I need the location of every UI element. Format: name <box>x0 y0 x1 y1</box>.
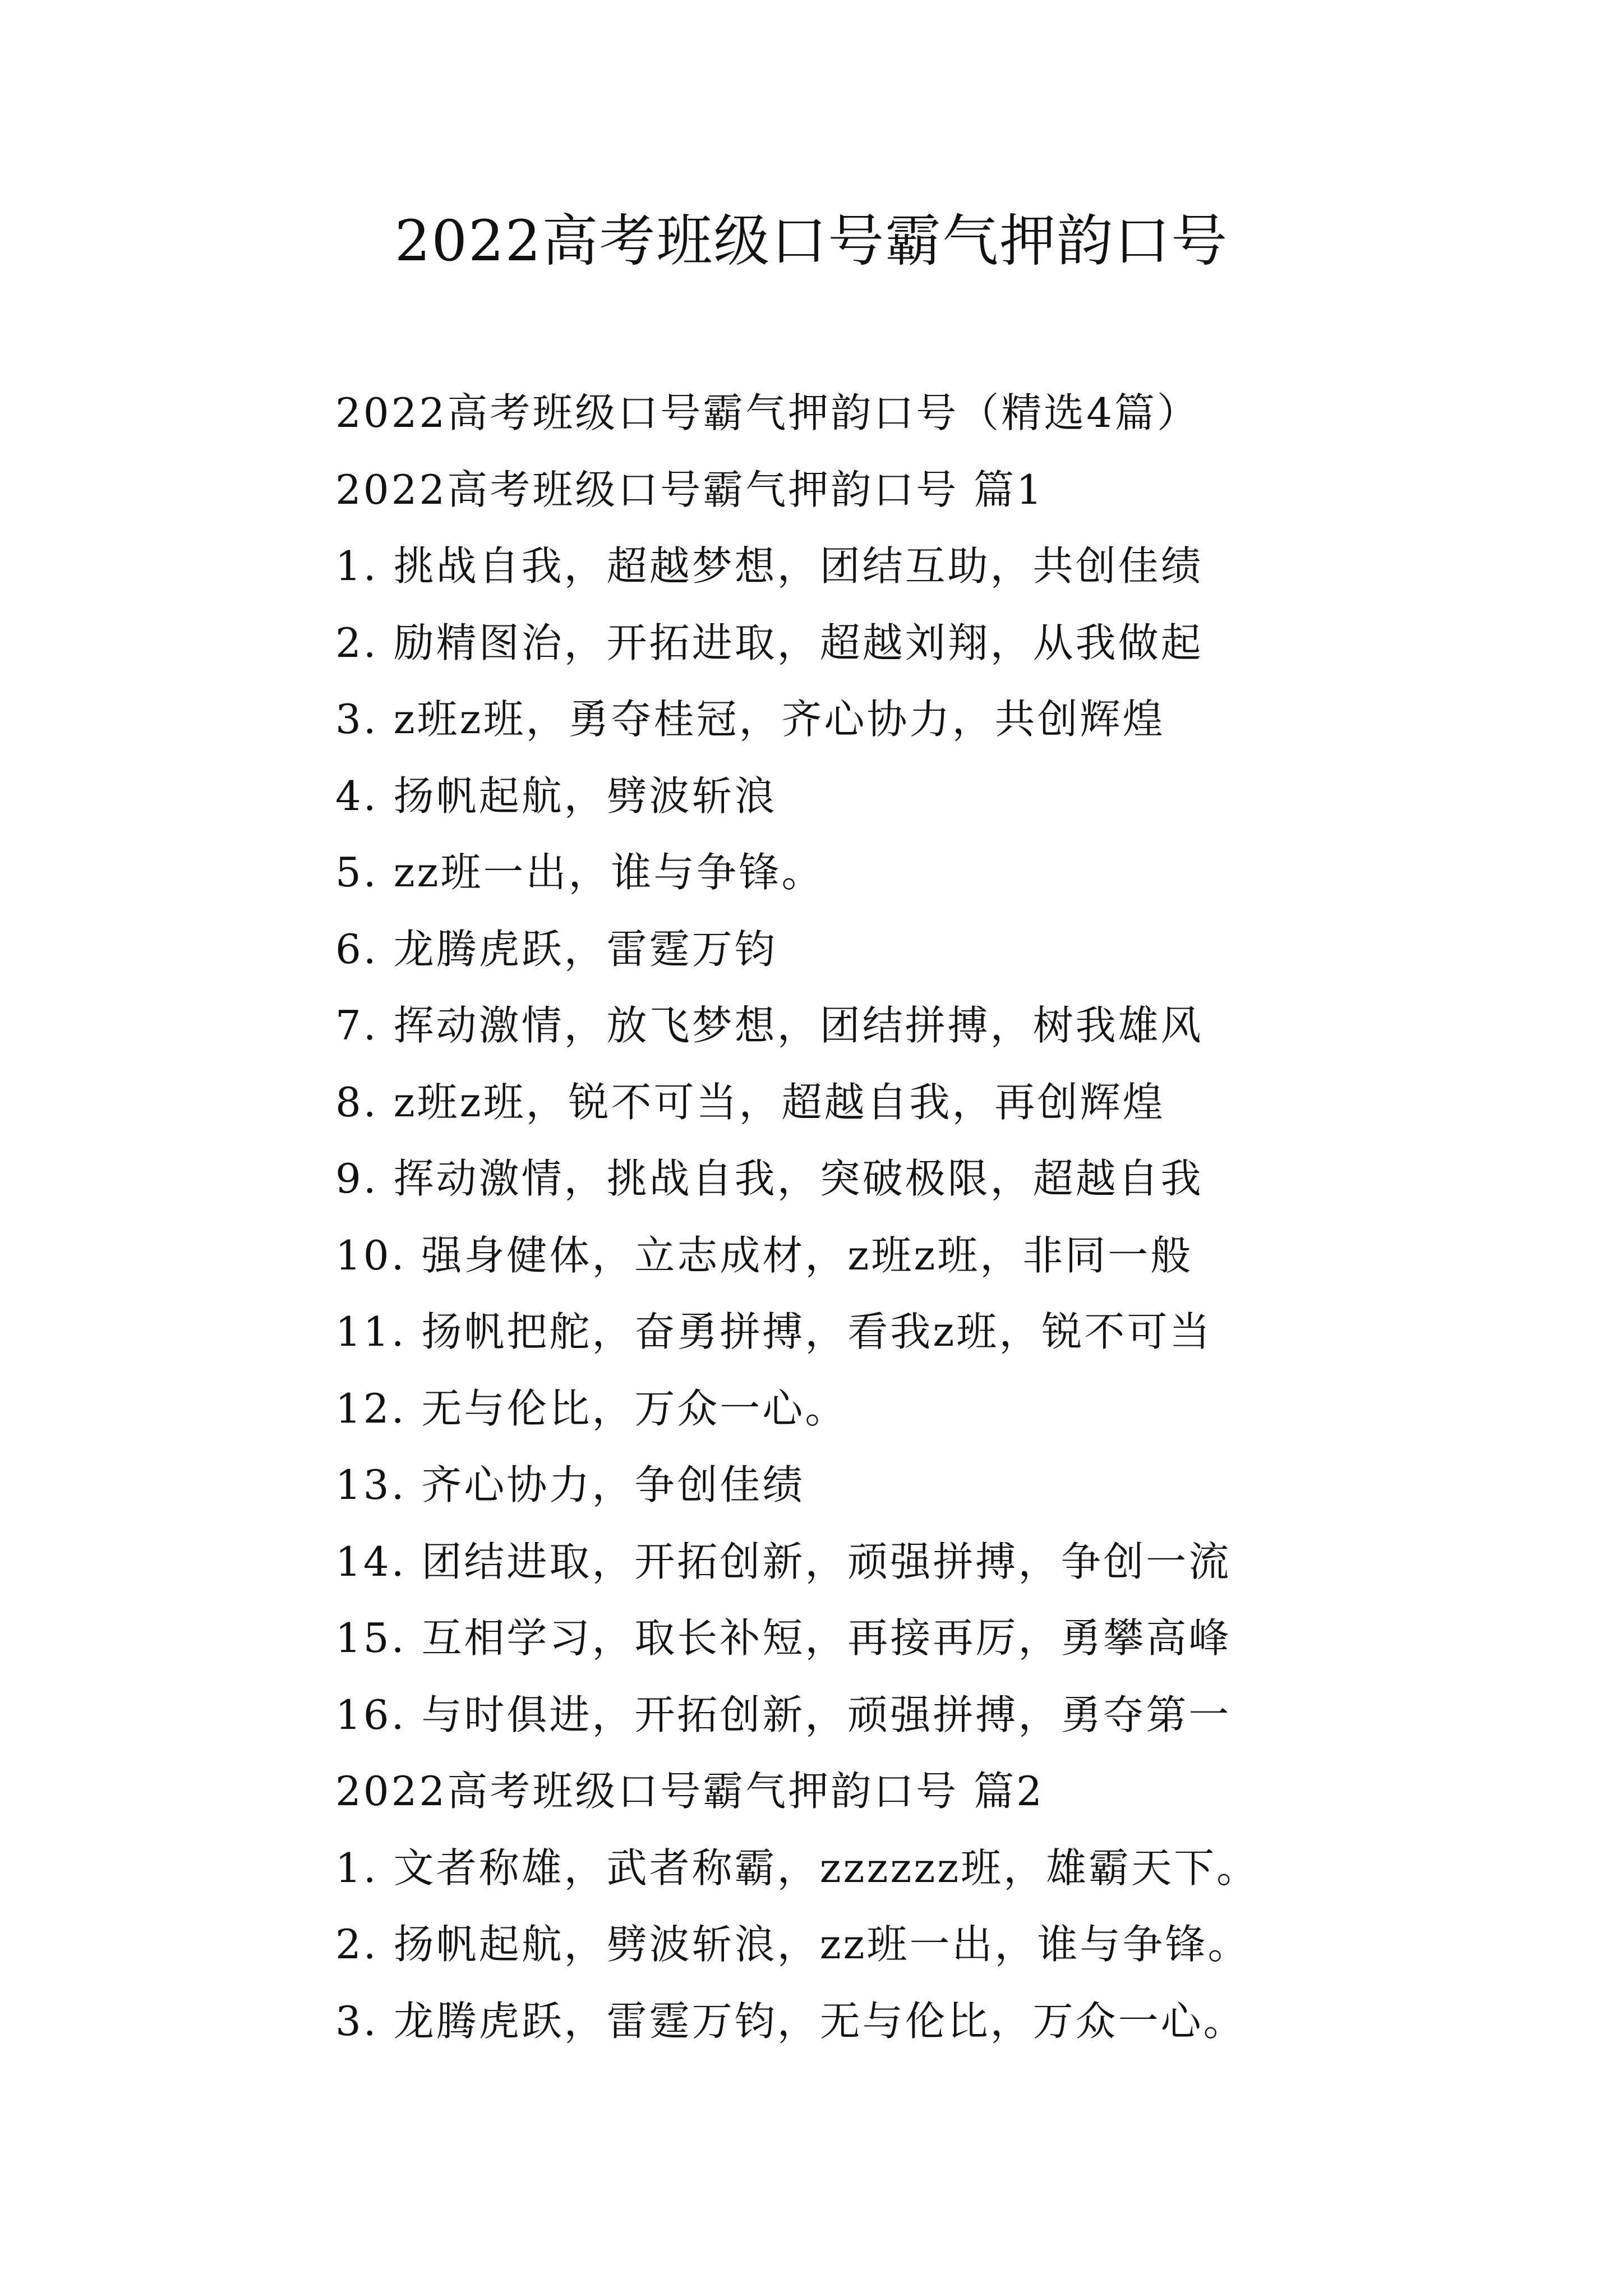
document-body <box>335 375 1569 2059</box>
list-item: 3. z班z班，勇夺桂冠，齐心协力，共创辉煌 <box>335 696 1165 743</box>
list-item: 10. 强身健体，立志成材，z班z班，非同一般 <box>335 1231 1193 1279</box>
list-item: 14. 团结进取，开拓创新，顽强拼搏，争创一流 <box>335 1538 1232 1585</box>
list-item: 15. 互相学习，取长补短，再接再厉，勇攀高峰 <box>335 1614 1232 1662</box>
list-item: 5. zz班一出，谁与争锋。 <box>335 849 824 896</box>
list-item: 8. z班z班，锐不可当，超越自我，再创辉煌 <box>335 1078 1165 1126</box>
list-item: 12. 无与伦比，万众一心。 <box>335 1384 848 1432</box>
list-item: 9. 挥动激情，挑战自我，突破极限，超越自我 <box>335 1155 1204 1202</box>
section-heading-2: 2022高考班级口号霸气押韵口号 篇2 <box>335 1768 1044 1815</box>
section-heading-1: 2022高考班级口号霸气押韵口号 篇1 <box>335 466 1044 513</box>
list-item: 1. 文者称雄，武者称霸，zzzzzz班，雄霸天下。 <box>335 1844 1260 1892</box>
document-title: 2022高考班级口号霸气押韵口号 <box>394 208 1229 274</box>
list-item: 11. 扬帆把舵，奋勇拼搏，看我z班，锐不可当 <box>335 1308 1212 1355</box>
list-item: 13. 齐心协力，争创佳绩 <box>335 1461 805 1508</box>
list-item: 7. 挥动激情，放飞梦想，团结拼搏，树我雄风 <box>335 1002 1204 1049</box>
list-item: 3. 龙腾虎跃，雷霆万钧，无与伦比，万众一心。 <box>335 1997 1246 2045</box>
document-subtitle: 2022高考班级口号霸气押韵口号（精选4篇） <box>335 389 1200 436</box>
list-item: 4. 扬帆起航，劈波斩浪 <box>335 772 777 820</box>
list-item: 1. 挑战自我，超越梦想，团结互助，共创佳绩 <box>335 542 1204 590</box>
list-item: 16. 与时俱进，开拓创新，顽强拼搏，勇夺第一 <box>335 1691 1232 1738</box>
list-item: 2. 扬帆起航，劈波斩浪，zz班一出，谁与争锋。 <box>335 1921 1251 1968</box>
list-item: 6. 龙腾虎跃，雷霆万钧 <box>335 925 777 973</box>
list-item: 2. 励精图治，开拓进取，超越刘翔，从我做起 <box>335 619 1204 666</box>
